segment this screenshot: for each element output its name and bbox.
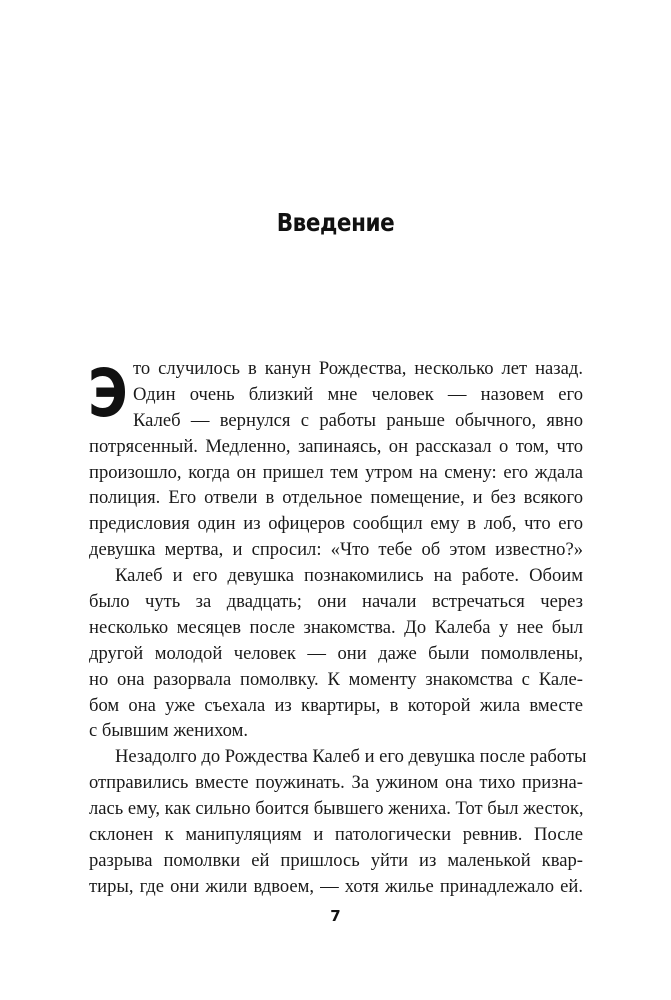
paragraph-1	[89, 356, 583, 563]
paragraph-line: произошло, когда он пришел тем утром на смену: его ждала	[89, 461, 583, 483]
paragraph-line: потрясенный. Медленно, запинаясь, он рассказал о том, что	[89, 435, 583, 457]
page-number: 7	[330, 907, 341, 925]
paragraph-line: то случилось в канун Рождества, несколько лет назад.	[133, 358, 583, 379]
paragraph-line: несколько месяцев после знакомства. До Калеба у нее был	[89, 616, 583, 638]
paragraph-line: девушка мертва, и спросил: «Что тебе об этом известно?»	[89, 539, 583, 561]
body-text	[88, 355, 587, 900]
paragraph-line: Незадолго до Рождества Калеб и его девушка после работы	[115, 746, 587, 768]
drop-cap: Э	[88, 355, 128, 432]
paragraph-line: отправились вместе поужинать. За ужином она тихо призна-	[89, 772, 583, 794]
paragraph-line: тиры, где они жили вдвоем, — хотя жилье принадлежало ей.	[89, 875, 583, 897]
paragraph-line: полиция. Его отвели в отдельное помещение, и без всякого	[89, 487, 583, 509]
paragraph-line: Калеб — вернулся с работы раньше обычного, явно	[133, 409, 583, 431]
paragraph-line: бом она уже съехала из квартиры, в которой жила вместе	[89, 694, 583, 716]
paragraph-line: Калеб и его девушка познакомились на работе. Обоим	[115, 565, 583, 587]
paragraph-line: Один очень близкий мне человек — назовем его	[133, 383, 583, 405]
paragraph-line: разрыва помолвки ей пришлось уйти из маленькой квар-	[89, 849, 583, 871]
paragraph-line: другой молодой человек — они даже были помолвлены,	[89, 642, 583, 664]
paragraph-2	[89, 563, 583, 744]
paragraph-line: предисловия один из офицеров сообщил ему в лоб, что его	[89, 513, 583, 535]
chapter-title: Введение	[276, 208, 395, 237]
paragraph-3	[89, 744, 587, 899]
paragraph-line: лась ему, как сильно боится бывшего жениха. Тот был жесток,	[89, 798, 584, 820]
paragraph-line: с бывшим женихом.	[89, 720, 249, 742]
paragraph-line: было чуть за двадцать; они начали встречаться через	[89, 591, 583, 613]
paragraph-line: но она разорвала помолвку. К моменту знакомства с Кале-	[89, 668, 583, 690]
paragraph-line: склонен к манипуляциям и патологически ревнив. После	[89, 824, 583, 846]
